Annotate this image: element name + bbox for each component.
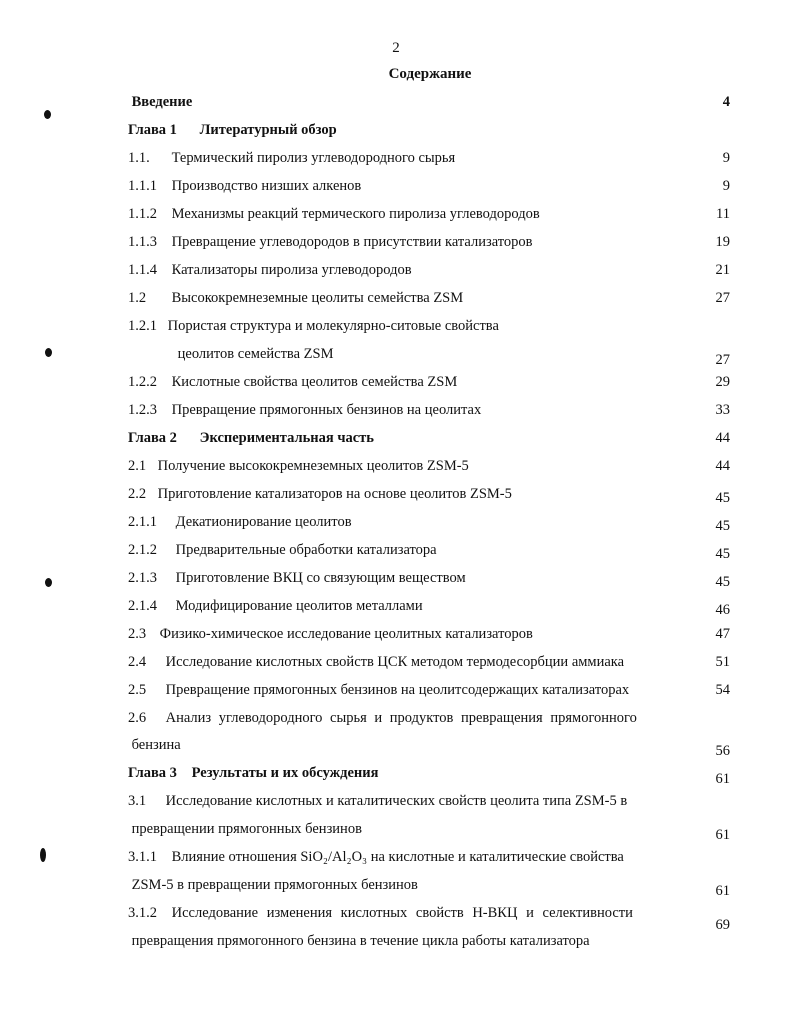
margin-mark-2 [45, 348, 52, 357]
toc-entry [128, 234, 730, 251]
toc-entry-number: 2.2 [128, 486, 147, 502]
toc-entry-page: 11 [716, 206, 730, 222]
margin-mark-3 [45, 578, 52, 587]
toc-entry-page: 46 [715, 602, 730, 618]
toc-entry [128, 682, 730, 699]
toc-entry-number: 1.2.1 [128, 318, 157, 334]
toc-entry-title: Декатионирование цеолитов [175, 514, 352, 530]
toc-entry-title: цеолитов семейства ZSM [177, 346, 334, 362]
toc-entry-page: 44 [715, 430, 730, 446]
toc-entry-number: 2.5 [128, 682, 147, 698]
toc-entry-title: Приготовление ВКЦ со связующим веществом [175, 570, 466, 586]
toc-entry [128, 346, 730, 368]
toc-entry [128, 430, 730, 447]
toc-entry-page: 45 [715, 490, 730, 506]
toc-entry [128, 318, 499, 335]
margin-mark-4 [40, 848, 46, 862]
toc-entry-number: 1.2 [128, 290, 147, 306]
toc-entry [128, 262, 730, 279]
toc-entry-number: 1.1.2 [128, 206, 157, 222]
toc-entry [128, 905, 730, 933]
toc-entry-title: Превращение прямогонных бензинов на цеолитсодержащих катализаторах [165, 682, 630, 698]
toc-entry-title: Кислотные свойства цеолитов семейства ZSM [171, 374, 458, 390]
toc-entry-page: 51 [715, 654, 730, 670]
margin-mark-1 [44, 110, 51, 119]
toc-entry-title: бензина [131, 737, 181, 753]
toc-entry [128, 654, 730, 671]
toc-entry-page: 29 [715, 374, 730, 390]
toc-entry [128, 290, 730, 307]
toc-entry-title: Термический пиролиз углеводородного сырья [171, 150, 456, 166]
toc-entry [128, 150, 730, 167]
toc-entry-number: Глава 2 [128, 430, 177, 446]
toc-entry-title: Литературный обзор [199, 122, 337, 138]
toc-entry-title: Результаты и их обсуждения [191, 765, 379, 781]
toc-entry-title: Исследование кислотных свойств ЦСК методом термодесорбции аммиака [165, 654, 625, 670]
toc-entry-title: Производство низших алкенов [171, 178, 362, 194]
toc-entry-number: 2.1.2 [128, 542, 157, 558]
toc-entry [128, 626, 730, 643]
toc-entry-page: 45 [715, 546, 730, 562]
toc-entry-number: Глава 3 [128, 765, 177, 781]
toc-entry [128, 933, 590, 950]
toc-entry [128, 598, 730, 618]
toc-entry-number: 2.1.1 [128, 514, 157, 530]
toc-entry-number: 1.2.2 [128, 374, 157, 390]
toc-entry-title: Введение [131, 94, 193, 110]
toc-entry-number: 2.1 [128, 458, 147, 474]
toc-entry-number: 3.1 [128, 793, 147, 809]
toc-entry-number: 3.1.2 [128, 905, 157, 921]
toc-entry-page: 61 [715, 883, 730, 899]
toc-entry-number: 2.1.4 [128, 598, 157, 614]
toc-entry-title: ZSM-5 в превращении прямогонных бензинов [131, 877, 418, 893]
toc-entry-number: Глава 1 [128, 122, 177, 138]
toc-entry-title: Исследование изменения кислотных свойств Н-ВКЦ и селективности [171, 905, 633, 921]
toc-entry-page: 45 [715, 574, 730, 590]
toc-entry-title: Приготовление катализаторов на основе цеолитов ZSM-5 [157, 486, 512, 502]
toc-entry-title: Влияние отношения SiO₂/Al₂O₃ на кислотные и каталитические свойства [171, 849, 624, 865]
toc-entry [128, 486, 730, 506]
toc-entry [128, 570, 730, 590]
toc-entry-page: 4 [722, 94, 730, 110]
page-title: Содержание [388, 66, 472, 82]
toc-entry-page: 27 [715, 290, 730, 306]
toc-entry-page: 21 [715, 262, 730, 278]
toc-entry-title: Предварительные обработки катализатора [175, 542, 437, 558]
toc-entry-number: 1.1.1 [128, 178, 157, 194]
toc-entry-number: 2.6 [128, 710, 147, 726]
toc-entry-number: 1.1.4 [128, 262, 157, 278]
toc-entry-number: 1.1. [128, 150, 150, 166]
toc-entry-title: Исследование кислотных и каталитических свойств цеолита типа ZSM-5 в [165, 793, 628, 809]
toc-entry [128, 710, 637, 727]
toc-entry-page: 45 [715, 518, 730, 534]
toc-entry [128, 821, 730, 843]
toc-entry-title: Получение высококремнеземных цеолитов ZSM-5 [157, 458, 469, 474]
toc-entry-page: 9 [722, 178, 730, 194]
toc-entry-number: 2.1.3 [128, 570, 157, 586]
toc-entry [128, 793, 627, 810]
toc-entry-number: 1.2.3 [128, 402, 157, 418]
toc-entry [128, 849, 624, 866]
toc-entry-title: Превращение прямогонных бензинов на цеолитах [171, 402, 482, 418]
toc-entry-page: 54 [715, 682, 730, 698]
toc-entry-page: 69 [715, 917, 730, 933]
toc-entry-title: Модифицирование цеолитов металлами [175, 598, 423, 614]
toc-entry-title: Механизмы реакций термического пиролиза углеводородов [171, 206, 540, 222]
toc-entry-page: 9 [722, 150, 730, 166]
toc-entry [128, 765, 730, 787]
toc-entry-number: 2.3 [128, 626, 147, 642]
toc-entry-title: Экспериментальная часть [199, 430, 374, 446]
toc-entry-title: Пористая структура и молекулярно-ситовые свойства [167, 318, 499, 334]
toc-entry [128, 402, 730, 419]
toc-entry-title: Превращение углеводородов в присутствии катализаторов [171, 234, 533, 250]
toc-entry [128, 206, 730, 223]
toc-entry-title: превращении прямогонных бензинов [131, 821, 362, 837]
toc-entry-page: 56 [715, 743, 730, 759]
toc-entry-title: Катализаторы пиролиза углеводородов [171, 262, 412, 278]
toc-entry-title: Высококремнеземные цеолиты семейства ZSM [171, 290, 464, 306]
toc-entry-number: 3.1.1 [128, 849, 157, 865]
toc-entry-number: 1.1.3 [128, 234, 157, 250]
toc-entry-page: 47 [715, 626, 730, 642]
toc-entry [128, 458, 730, 475]
toc-entry-title: Анализ углеводородного сырья и продуктов превращения прямогонного [165, 710, 637, 726]
toc-entry-page: 44 [715, 458, 730, 474]
toc-entry-title: Физико-химическое исследование цеолитных катализаторов [159, 626, 533, 642]
toc-entry-page: 33 [715, 402, 730, 418]
toc-entry [128, 122, 337, 139]
page-number: 2 [392, 40, 400, 56]
toc-entry [128, 374, 730, 391]
toc-entry-page: 61 [715, 771, 730, 787]
toc-entry-page: 61 [715, 827, 730, 843]
toc-entry-number: 2.4 [128, 654, 147, 670]
toc-entry [128, 877, 730, 899]
toc-entry-title: превращения прямогонного бензина в течение цикла работы катализатора [131, 933, 590, 949]
toc-entry [128, 514, 730, 534]
toc-entry [128, 737, 730, 759]
toc-entry [128, 178, 730, 195]
toc-entry-page: 19 [715, 234, 730, 250]
toc-entry-page: 27 [715, 352, 730, 368]
toc-entry [128, 542, 730, 562]
toc-entry [128, 94, 730, 111]
